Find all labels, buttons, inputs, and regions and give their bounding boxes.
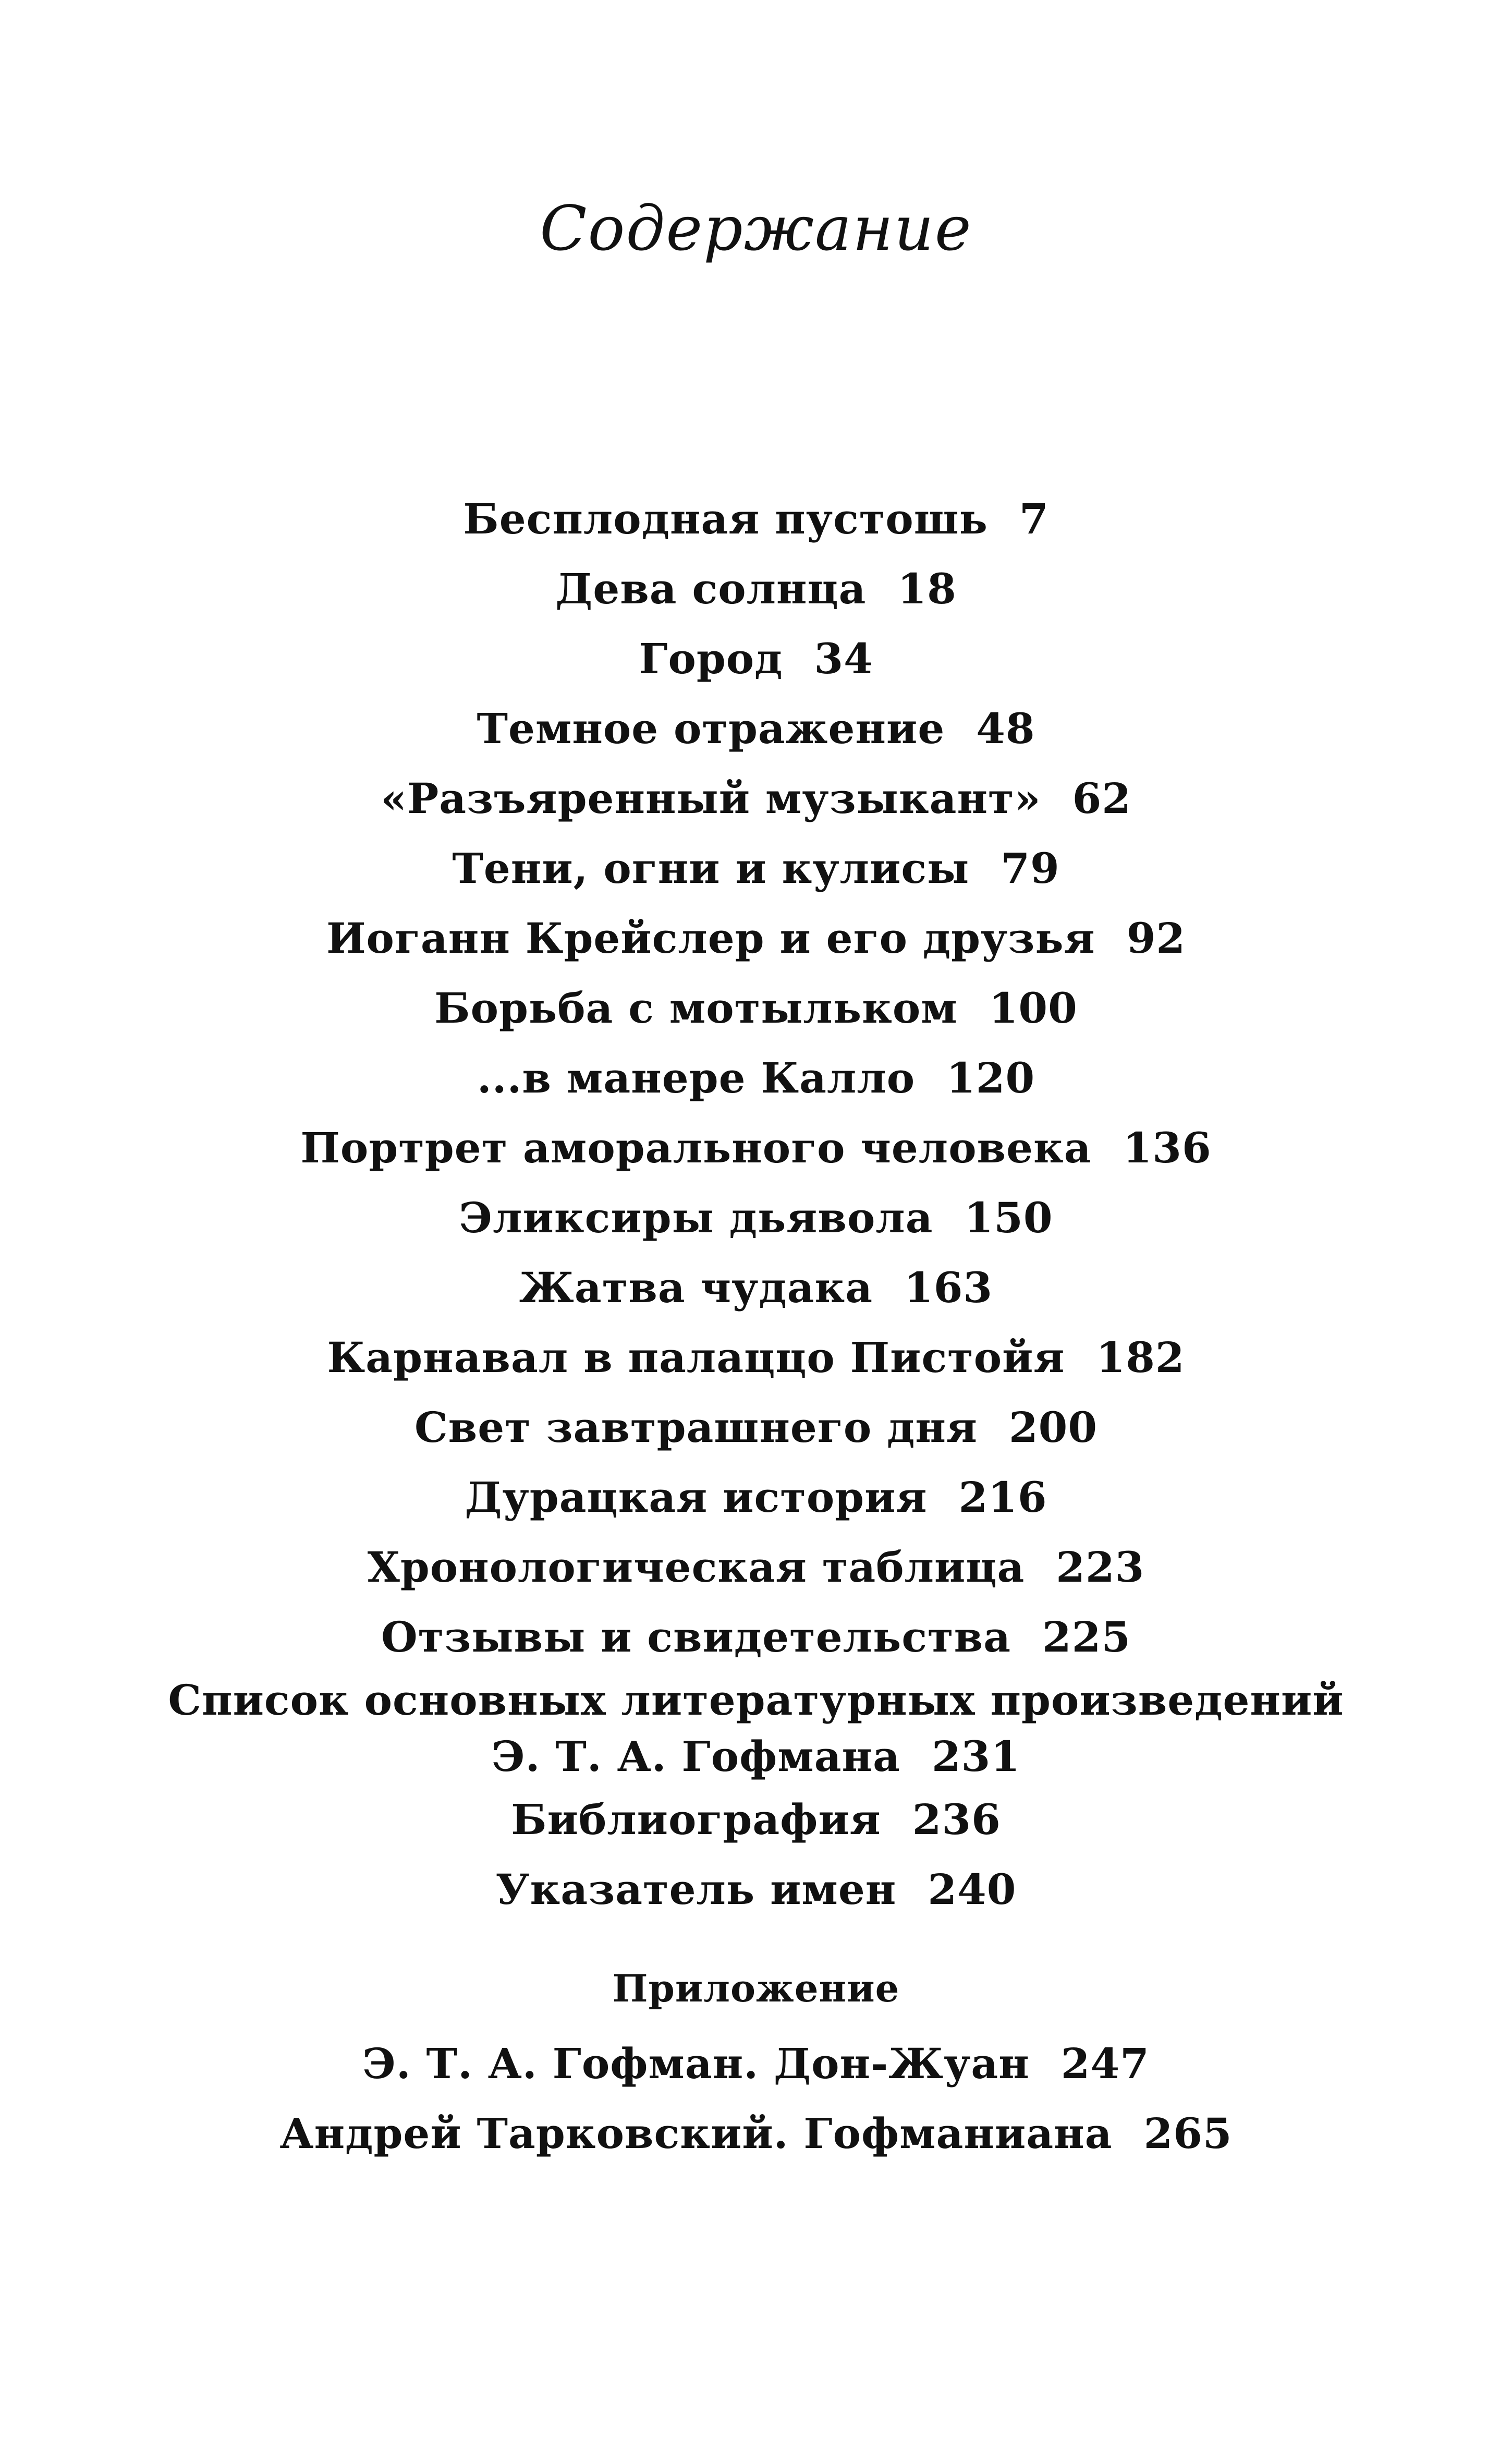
toc-entry-title-line2: Э. Т. А. Гофмана: [492, 1732, 900, 1781]
toc-entry: [0, 1392, 1512, 1462]
toc-entry: [0, 694, 1512, 763]
toc-entry-page: 200: [1009, 1403, 1098, 1452]
toc-entry-title: ...в манере Калло: [477, 1053, 916, 1102]
toc-entry-title: Темное отражение: [477, 704, 945, 753]
toc-entry-page: 136: [1123, 1123, 1212, 1172]
toc-entry: [0, 484, 1512, 554]
toc-entry-page: 7: [1019, 494, 1049, 543]
appendix-entry-page: 247: [1060, 2039, 1150, 2088]
toc-entry-title: Отзывы и свидетельства: [381, 1612, 1011, 1661]
toc-entry-title: Дева солнца: [555, 564, 867, 613]
toc-entry-title: Тени, огни и кулисы: [452, 844, 970, 893]
appendix-entry: [0, 2098, 1512, 2168]
toc-entry-title: Эликсиры дьявола: [459, 1193, 933, 1242]
toc-entry: [0, 624, 1512, 694]
toc-entry-page: 225: [1042, 1612, 1131, 1661]
toc-entry-title: Иоганн Крейслер и его друзья: [326, 914, 1095, 963]
page-title: Содержание: [540, 192, 972, 264]
toc-entry-title: Бесплодная пустошь: [463, 494, 988, 543]
toc-entry-title: Хронологическая таблица: [367, 1543, 1025, 1592]
toc-entry-title: Дурацкая история: [465, 1473, 928, 1522]
toc-entry: [0, 1602, 1512, 1672]
toc-entry-title: Свет завтрашнего дня: [414, 1403, 978, 1452]
toc-entry: [0, 903, 1512, 973]
toc-entry-title: Борьба с мотыльком: [434, 984, 958, 1033]
toc-entry-page: 182: [1096, 1333, 1185, 1382]
toc-entry-title: Жатва чудака: [519, 1263, 873, 1312]
toc-entry-title: Карнавал в палаццо Пистойя: [327, 1333, 1065, 1382]
appendix-list: [0, 2029, 1512, 2168]
toc-entry-title-line2-wrap: [0, 1728, 1512, 1785]
toc-entry: [0, 1183, 1512, 1253]
toc-entry-page: 150: [964, 1193, 1053, 1242]
toc-entry-page: 163: [904, 1263, 993, 1312]
toc-entry: [0, 1462, 1512, 1532]
toc-entry-title: Город: [639, 634, 783, 683]
appendix-entry-title: Андрей Тарковский. Гофманиана: [279, 2109, 1113, 2158]
toc-entry-page: 236: [912, 1795, 1001, 1844]
toc-entry: [0, 1253, 1512, 1322]
toc-entry-page: 79: [1001, 844, 1060, 893]
toc-entry: [0, 763, 1512, 833]
toc-entry-page: 18: [897, 564, 957, 613]
toc-entry-page: 34: [814, 634, 873, 683]
toc-entry-page: 216: [958, 1473, 1047, 1522]
toc-entry: [0, 554, 1512, 624]
toc-entry-page: 48: [976, 704, 1035, 753]
toc-entry: [0, 1672, 1512, 1785]
toc-entry: [0, 1532, 1512, 1602]
toc-entry-title: Указатель имен: [495, 1865, 897, 1914]
table-of-contents: [0, 484, 1512, 1924]
toc-entry-page: 120: [946, 1053, 1035, 1102]
toc-entry-page: 92: [1126, 914, 1186, 963]
appendix-heading: Приложение: [612, 1966, 900, 2010]
toc-entry-page: 223: [1056, 1543, 1145, 1592]
toc-entry: [0, 1854, 1512, 1924]
toc-entry-title: Портрет аморального человека: [300, 1123, 1092, 1172]
appendix-entry-title: Э. Т. А. Гофман. Дон-Жуан: [362, 2039, 1030, 2088]
toc-entry-title: «Разъяренный музыкант»: [381, 774, 1041, 823]
toc-entry: [0, 1113, 1512, 1183]
toc-entry-page: 240: [928, 1865, 1017, 1914]
appendix-entry: [0, 2029, 1512, 2098]
toc-entry-title: Библиография: [511, 1795, 881, 1844]
toc-entry-page: 62: [1072, 774, 1131, 823]
toc-entry: [0, 1785, 1512, 1854]
toc-entry: [0, 833, 1512, 903]
toc-entry: [0, 1322, 1512, 1392]
appendix-entry-page: 265: [1143, 2109, 1233, 2158]
toc-entry: [0, 1043, 1512, 1113]
toc-entry: [0, 973, 1512, 1043]
toc-entry-title-line1: Список основных литературных произведений: [168, 1676, 1344, 1725]
toc-entry-page: 231: [931, 1732, 1020, 1781]
toc-entry-page: 100: [989, 984, 1078, 1033]
